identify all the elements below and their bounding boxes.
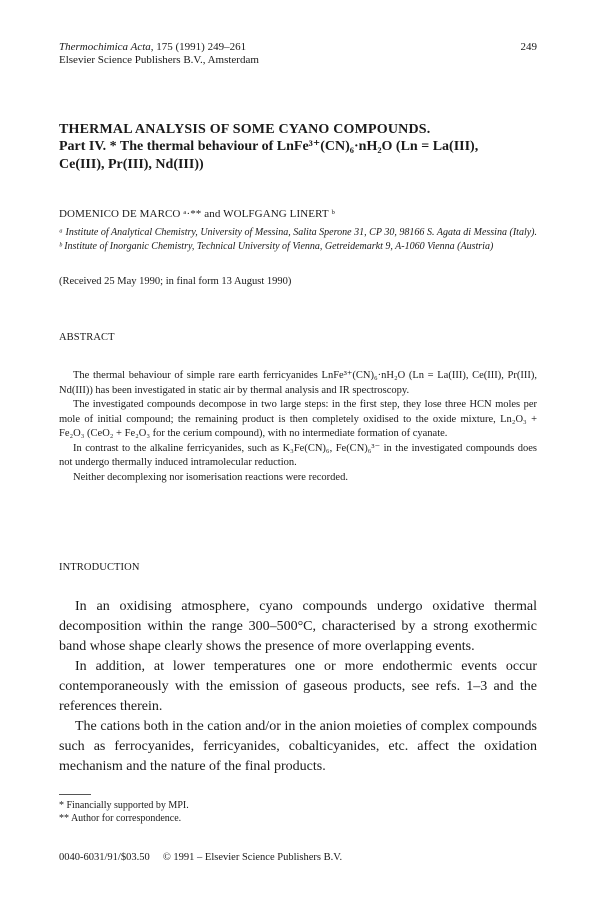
footnote: ** Author for correspondence. [59,813,182,824]
publisher-line: Elsevier Science Publishers B.V., Amsterdam [59,54,259,66]
title-line-1: THERMAL ANALYSIS OF SOME CYANO COMPOUNDS. [59,122,431,137]
footnote: * Financially supported by MPI. [59,800,189,811]
intro-paragraph: The cations both in the cation and/or in the anion moieties of complex compounds such as ferrocyanides, ferricyanides, cobalticyanides, etc. affect the oxidation mechanism and the nature of the final products. [59,719,537,774]
intro-paragraph: In addition, at lower temperatures one or more endothermic events occur contemporaneously with the emission of gaseous products, see refs. 1–3 and the references therein. [59,659,537,714]
journal-name: Thermochimica Acta, [59,41,154,53]
journal-citation: 175 (1991) 249–261 [153,41,247,53]
abstract-paragraph: The thermal behaviour of simple rare earth ferricyanides LnFe³⁺(CN)₆·nH₂O (Ln = La(III), Ce(III), Pr(III), Nd(III)) has been investigated in static air by thermal analysis and IR spectroscopy. [59,370,537,396]
title-line-3: Ce(III), Pr(III), Nd(III)) [59,157,204,172]
abstract-paragraph: The investigated compounds decompose in two large steps: in the first step, they lose three HCN moles per mole of initial compound; the remaining product is then completely oxidised to the oxide mixture, Ln₂O₃ + Fe₂O₃ (CeO₂ + Fe₂O₃ for the cerium compound), with no intermediate formation of cyanate. [59,399,537,439]
footnote-rule [59,794,91,795]
intro-paragraph: In an oxidising atmosphere, cyano compounds undergo oxidative thermal decomposition within the range 300–500°C, characterised by a strong exothermic band whose shape clearly shows the presence of more overlapping events. [59,599,537,654]
author-list: DOMENICO DE MARCO ᵃ·** and WOLFGANG LINERT ᵇ [59,208,335,220]
footnotes [59,799,537,825]
affiliations: ᵃ Institute of Analytical Chemistry, University of Messina, Salita Sperone 31, CP 30, 98166 S. Agata di Messina (Italy). ᵇ Institute of Inorganic Chemistry, Technical University of Vienna, Getreidemarkt 9, A-1060 Vienna (Austria) [59,227,537,252]
abstract-heading: ABSTRACT [59,332,115,343]
title-line-2: Part IV. * The thermal behaviour of LnFe³⁺(CN)₆·nH₂O (Ln = La(III), [59,139,479,154]
received-dates: (Received 25 May 1990; in final form 13 August 1990) [59,276,292,287]
paper-title [59,121,537,174]
copyright-footer: 0040-6031/91/$03.50 © 1991 – Elsevier Science Publishers B.V. [59,852,343,863]
page-number: 249 [520,41,537,53]
introduction-heading: INTRODUCTION [59,562,140,573]
abstract-paragraph: In contrast to the alkaline ferricyanides, such as K₃Fe(CN)₆, Fe(CN)₆³⁻ in the investigated compounds does not undergo thermally induced intramolecular reduction. [59,442,537,468]
abstract-paragraph: Neither decomplexing nor isomerisation reactions were recorded. [73,471,348,483]
abstract-body [59,369,537,485]
running-header [59,41,537,67]
introduction-body [59,597,537,777]
